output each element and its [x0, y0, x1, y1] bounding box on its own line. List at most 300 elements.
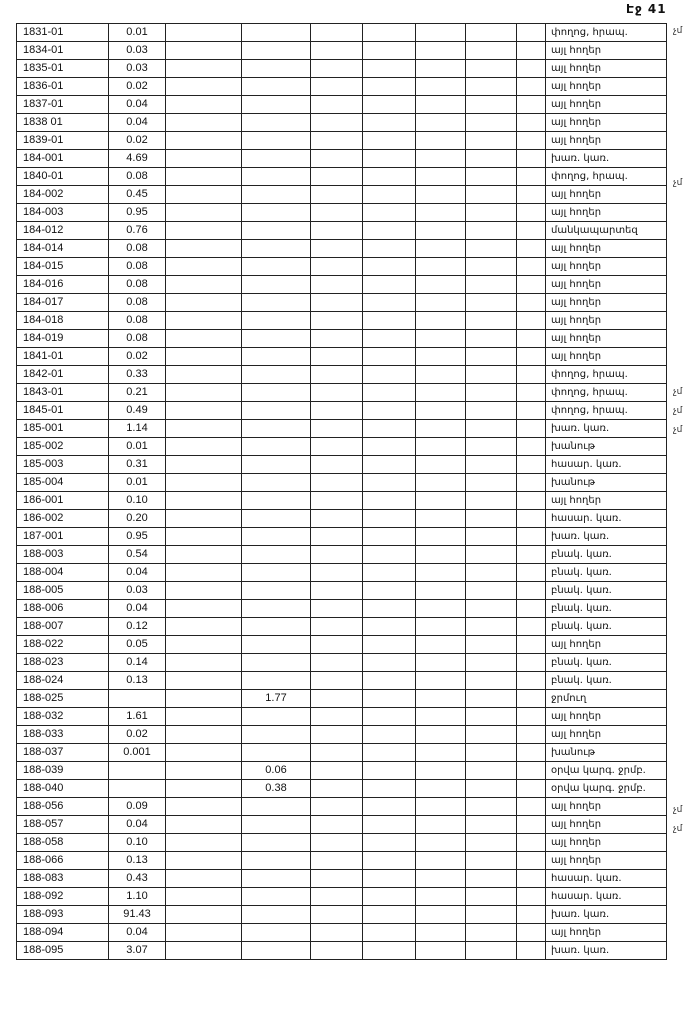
empty-cell — [166, 564, 242, 582]
extra-area-cell — [242, 438, 311, 456]
empty-cell — [311, 294, 363, 312]
empty-cell — [363, 312, 416, 330]
empty-cell — [517, 582, 546, 600]
empty-cell — [166, 42, 242, 60]
empty-cell — [466, 726, 517, 744]
extra-area-cell — [242, 582, 311, 600]
table-row — [17, 456, 667, 474]
land-use-cell: փողոց, հրապ. — [546, 384, 667, 402]
area-cell: 0.08 — [109, 168, 166, 186]
table-row — [17, 204, 667, 222]
parcel-code-cell: 187-001 — [17, 528, 109, 546]
empty-cell — [466, 762, 517, 780]
empty-cell — [311, 870, 363, 888]
table-row — [17, 150, 667, 168]
page-number-label: Էջ 41 — [626, 2, 667, 16]
land-use-cell: օրվա կարգ. ջրմբ. — [546, 762, 667, 780]
empty-cell — [166, 456, 242, 474]
table-row — [17, 96, 667, 114]
land-use-cell: այլ հողեր — [546, 330, 667, 348]
empty-cell — [311, 276, 363, 294]
empty-cell — [363, 24, 416, 42]
area-cell: 0.45 — [109, 186, 166, 204]
parcel-code-cell: 188-093 — [17, 906, 109, 924]
empty-cell — [311, 60, 363, 78]
parcel-code-cell: 1835-01 — [17, 60, 109, 78]
land-use-cell: այլ հողեր — [546, 816, 667, 834]
empty-cell — [166, 636, 242, 654]
empty-cell — [517, 24, 546, 42]
empty-cell — [363, 168, 416, 186]
empty-cell — [466, 186, 517, 204]
land-use-cell: խառ. կառ. — [546, 420, 667, 438]
land-use-cell: խանութ — [546, 474, 667, 492]
empty-cell — [466, 618, 517, 636]
land-use-cell: փողոց, հրապ. — [546, 168, 667, 186]
parcel-code-cell: 188-007 — [17, 618, 109, 636]
empty-cell — [311, 438, 363, 456]
area-cell: 0.08 — [109, 312, 166, 330]
extra-area-cell — [242, 384, 311, 402]
area-cell: 0.04 — [109, 816, 166, 834]
empty-cell — [166, 654, 242, 672]
land-use-cell: այլ հողեր — [546, 186, 667, 204]
empty-cell — [416, 528, 466, 546]
empty-cell — [416, 564, 466, 582]
parcel-code-cell: 188-003 — [17, 546, 109, 564]
extra-area-cell — [242, 546, 311, 564]
empty-cell — [517, 510, 546, 528]
empty-cell — [363, 744, 416, 762]
table-row — [17, 870, 667, 888]
area-cell: 0.03 — [109, 582, 166, 600]
empty-cell — [363, 582, 416, 600]
empty-cell — [363, 834, 416, 852]
margin-note: չմ — [673, 805, 683, 815]
table-row — [17, 132, 667, 150]
empty-cell — [166, 240, 242, 258]
table-row — [17, 276, 667, 294]
empty-cell — [363, 240, 416, 258]
parcel-code-cell: 1845-01 — [17, 402, 109, 420]
empty-cell — [311, 924, 363, 942]
table-row — [17, 924, 667, 942]
parcel-code-cell: 188-095 — [17, 942, 109, 960]
area-cell: 0.08 — [109, 276, 166, 294]
empty-cell — [517, 708, 546, 726]
extra-area-cell — [242, 60, 311, 78]
empty-cell — [363, 456, 416, 474]
empty-cell — [363, 132, 416, 150]
empty-cell — [166, 528, 242, 546]
empty-cell — [166, 366, 242, 384]
empty-cell — [466, 114, 517, 132]
area-cell: 0.04 — [109, 114, 166, 132]
empty-cell — [517, 690, 546, 708]
empty-cell — [416, 222, 466, 240]
empty-cell — [311, 150, 363, 168]
land-use-cell: այլ հողեր — [546, 132, 667, 150]
empty-cell — [517, 330, 546, 348]
table-row — [17, 834, 667, 852]
parcel-code-cell: 188-057 — [17, 816, 109, 834]
empty-cell — [311, 204, 363, 222]
empty-cell — [517, 96, 546, 114]
table-row — [17, 816, 667, 834]
empty-cell — [466, 456, 517, 474]
table-row — [17, 636, 667, 654]
land-use-cell: փողոց, հրապ. — [546, 366, 667, 384]
empty-cell — [416, 204, 466, 222]
empty-cell — [517, 240, 546, 258]
empty-cell — [416, 78, 466, 96]
empty-cell — [166, 24, 242, 42]
extra-area-cell — [242, 600, 311, 618]
area-cell: 0.31 — [109, 456, 166, 474]
empty-cell — [166, 510, 242, 528]
margin-note: չմ — [673, 406, 683, 416]
extra-area-cell — [242, 834, 311, 852]
extra-area-cell: 0.38 — [242, 780, 311, 798]
empty-cell — [416, 816, 466, 834]
empty-cell — [363, 150, 416, 168]
empty-cell — [363, 672, 416, 690]
parcel-code-cell: 185-001 — [17, 420, 109, 438]
empty-cell — [166, 744, 242, 762]
table-row — [17, 582, 667, 600]
table-row — [17, 294, 667, 312]
empty-cell — [517, 528, 546, 546]
empty-cell — [416, 150, 466, 168]
parcel-code-cell: 188-056 — [17, 798, 109, 816]
empty-cell — [416, 906, 466, 924]
empty-cell — [466, 78, 517, 96]
empty-cell — [311, 744, 363, 762]
parcel-code-cell: 184-018 — [17, 312, 109, 330]
empty-cell — [466, 348, 517, 366]
empty-cell — [311, 654, 363, 672]
empty-cell — [166, 168, 242, 186]
parcel-code-cell: 1842-01 — [17, 366, 109, 384]
empty-cell — [166, 834, 242, 852]
extra-area-cell — [242, 366, 311, 384]
parcel-code-cell: 186-002 — [17, 510, 109, 528]
table-row — [17, 42, 667, 60]
empty-cell — [363, 528, 416, 546]
empty-cell — [363, 438, 416, 456]
empty-cell — [166, 330, 242, 348]
extra-area-cell — [242, 708, 311, 726]
empty-cell — [466, 24, 517, 42]
empty-cell — [311, 546, 363, 564]
empty-cell — [166, 150, 242, 168]
empty-cell — [517, 654, 546, 672]
empty-cell — [416, 96, 466, 114]
land-use-cell: խանութ — [546, 744, 667, 762]
empty-cell — [466, 906, 517, 924]
empty-cell — [363, 816, 416, 834]
table-row — [17, 492, 667, 510]
area-cell: 0.01 — [109, 474, 166, 492]
empty-cell — [363, 204, 416, 222]
empty-cell — [466, 330, 517, 348]
parcel-code-cell: 184-003 — [17, 204, 109, 222]
land-use-cell: այլ հողեր — [546, 78, 667, 96]
extra-area-cell — [242, 114, 311, 132]
table-row — [17, 438, 667, 456]
empty-cell — [166, 798, 242, 816]
empty-cell — [517, 474, 546, 492]
area-cell: 1.10 — [109, 888, 166, 906]
parcel-code-cell: 184-019 — [17, 330, 109, 348]
empty-cell — [311, 492, 363, 510]
table-row — [17, 600, 667, 618]
empty-cell — [466, 672, 517, 690]
empty-cell — [466, 492, 517, 510]
empty-cell — [517, 276, 546, 294]
land-use-cell: խառ. կառ. — [546, 906, 667, 924]
empty-cell — [311, 798, 363, 816]
land-use-cell: այլ հողեր — [546, 312, 667, 330]
land-use-cell: խառ. կառ. — [546, 150, 667, 168]
empty-cell — [517, 546, 546, 564]
empty-cell — [311, 78, 363, 96]
extra-area-cell — [242, 510, 311, 528]
extra-area-cell — [242, 402, 311, 420]
empty-cell — [517, 798, 546, 816]
empty-cell — [416, 708, 466, 726]
area-cell: 0.02 — [109, 348, 166, 366]
empty-cell — [363, 114, 416, 132]
empty-cell — [363, 852, 416, 870]
empty-cell — [166, 78, 242, 96]
land-use-cell: այլ հողեր — [546, 42, 667, 60]
empty-cell — [416, 888, 466, 906]
empty-cell — [166, 348, 242, 366]
empty-cell — [416, 852, 466, 870]
table-row — [17, 330, 667, 348]
empty-cell — [363, 222, 416, 240]
empty-cell — [517, 492, 546, 510]
empty-cell — [517, 42, 546, 60]
empty-cell — [311, 672, 363, 690]
empty-cell — [416, 438, 466, 456]
area-cell: 0.03 — [109, 42, 166, 60]
parcel-code-cell: 184-002 — [17, 186, 109, 204]
extra-area-cell — [242, 78, 311, 96]
empty-cell — [517, 438, 546, 456]
extra-area-cell — [242, 312, 311, 330]
parcel-code-cell: 188-040 — [17, 780, 109, 798]
land-use-cell: խառ. կառ. — [546, 942, 667, 960]
land-use-cell: խառ. կառ. — [546, 528, 667, 546]
parcel-code-cell: 186-001 — [17, 492, 109, 510]
empty-cell — [416, 276, 466, 294]
empty-cell — [311, 834, 363, 852]
empty-cell — [363, 348, 416, 366]
table-row — [17, 546, 667, 564]
parcel-code-cell: 188-004 — [17, 564, 109, 582]
area-cell: 1.14 — [109, 420, 166, 438]
parcel-code-cell: 184-017 — [17, 294, 109, 312]
empty-cell — [517, 402, 546, 420]
empty-cell — [416, 312, 466, 330]
parcel-code-cell: 188-037 — [17, 744, 109, 762]
extra-area-cell — [242, 276, 311, 294]
empty-cell — [517, 744, 546, 762]
empty-cell — [363, 690, 416, 708]
land-ledger-table — [16, 23, 667, 960]
empty-cell — [311, 420, 363, 438]
empty-cell — [466, 780, 517, 798]
table-row — [17, 222, 667, 240]
empty-cell — [466, 600, 517, 618]
empty-cell — [166, 402, 242, 420]
parcel-code-cell: 1834-01 — [17, 42, 109, 60]
empty-cell — [517, 150, 546, 168]
empty-cell — [466, 222, 517, 240]
extra-area-cell — [242, 618, 311, 636]
empty-cell — [166, 942, 242, 960]
parcel-code-cell: 188-023 — [17, 654, 109, 672]
table-row — [17, 114, 667, 132]
margin-note: չմ — [673, 824, 683, 834]
empty-cell — [416, 654, 466, 672]
empty-cell — [166, 222, 242, 240]
extra-area-cell — [242, 132, 311, 150]
table-row — [17, 564, 667, 582]
empty-cell — [466, 654, 517, 672]
empty-cell — [363, 186, 416, 204]
extra-area-cell — [242, 24, 311, 42]
empty-cell — [311, 852, 363, 870]
land-use-cell: այլ հողեր — [546, 114, 667, 132]
area-cell: 0.01 — [109, 24, 166, 42]
empty-cell — [166, 582, 242, 600]
empty-cell — [166, 762, 242, 780]
extra-area-cell — [242, 654, 311, 672]
extra-area-cell — [242, 798, 311, 816]
empty-cell — [363, 888, 416, 906]
empty-cell — [311, 528, 363, 546]
land-use-cell: այլ հողեր — [546, 204, 667, 222]
empty-cell — [166, 312, 242, 330]
empty-cell — [311, 222, 363, 240]
empty-cell — [166, 384, 242, 402]
empty-cell — [311, 762, 363, 780]
area-cell: 0.08 — [109, 240, 166, 258]
empty-cell — [517, 726, 546, 744]
empty-cell — [311, 708, 363, 726]
area-cell: 0.001 — [109, 744, 166, 762]
land-use-cell: օրվա կարգ. ջրմբ. — [546, 780, 667, 798]
empty-cell — [466, 204, 517, 222]
extra-area-cell — [242, 852, 311, 870]
empty-cell — [517, 132, 546, 150]
extra-area-cell: 0.06 — [242, 762, 311, 780]
empty-cell — [311, 474, 363, 492]
land-use-cell: հասար. կառ. — [546, 510, 667, 528]
table-row — [17, 690, 667, 708]
table-row — [17, 78, 667, 96]
extra-area-cell: 1.77 — [242, 690, 311, 708]
empty-cell — [517, 60, 546, 78]
land-use-cell: փողոց, հրապ. — [546, 24, 667, 42]
empty-cell — [311, 636, 363, 654]
table-row — [17, 402, 667, 420]
extra-area-cell — [242, 42, 311, 60]
empty-cell — [517, 888, 546, 906]
empty-cell — [311, 690, 363, 708]
empty-cell — [466, 240, 517, 258]
area-cell: 0.04 — [109, 96, 166, 114]
empty-cell — [517, 762, 546, 780]
table-row — [17, 654, 667, 672]
empty-cell — [311, 312, 363, 330]
empty-cell — [363, 924, 416, 942]
area-cell: 0.54 — [109, 546, 166, 564]
empty-cell — [311, 24, 363, 42]
empty-cell — [517, 834, 546, 852]
table-row — [17, 24, 667, 42]
area-cell — [109, 690, 166, 708]
empty-cell — [466, 636, 517, 654]
empty-cell — [517, 384, 546, 402]
area-cell: 0.02 — [109, 132, 166, 150]
table-row — [17, 726, 667, 744]
land-use-cell: այլ հողեր — [546, 852, 667, 870]
empty-cell — [166, 906, 242, 924]
empty-cell — [517, 222, 546, 240]
extra-area-cell — [242, 168, 311, 186]
area-cell: 0.20 — [109, 510, 166, 528]
land-use-cell: բնակ. կառ. — [546, 600, 667, 618]
empty-cell — [517, 564, 546, 582]
empty-cell — [363, 618, 416, 636]
extra-area-cell — [242, 564, 311, 582]
land-use-cell: բնակ. կառ. — [546, 546, 667, 564]
empty-cell — [311, 258, 363, 276]
land-use-cell: այլ հողեր — [546, 276, 667, 294]
empty-cell — [311, 780, 363, 798]
empty-cell — [363, 942, 416, 960]
empty-cell — [166, 924, 242, 942]
parcel-code-cell: 188-022 — [17, 636, 109, 654]
land-use-cell: այլ հողեր — [546, 924, 667, 942]
empty-cell — [363, 474, 416, 492]
table-row — [17, 510, 667, 528]
area-cell: 91.43 — [109, 906, 166, 924]
empty-cell — [466, 276, 517, 294]
empty-cell — [363, 330, 416, 348]
extra-area-cell — [242, 474, 311, 492]
area-cell: 0.21 — [109, 384, 166, 402]
empty-cell — [517, 78, 546, 96]
empty-cell — [416, 744, 466, 762]
area-cell: 0.95 — [109, 204, 166, 222]
parcel-code-cell: 184-012 — [17, 222, 109, 240]
parcel-code-cell: 188-058 — [17, 834, 109, 852]
empty-cell — [517, 618, 546, 636]
extra-area-cell — [242, 726, 311, 744]
area-cell: 3.07 — [109, 942, 166, 960]
empty-cell — [311, 366, 363, 384]
area-cell: 0.05 — [109, 636, 166, 654]
empty-cell — [466, 870, 517, 888]
area-cell: 0.09 — [109, 798, 166, 816]
empty-cell — [466, 294, 517, 312]
empty-cell — [416, 636, 466, 654]
